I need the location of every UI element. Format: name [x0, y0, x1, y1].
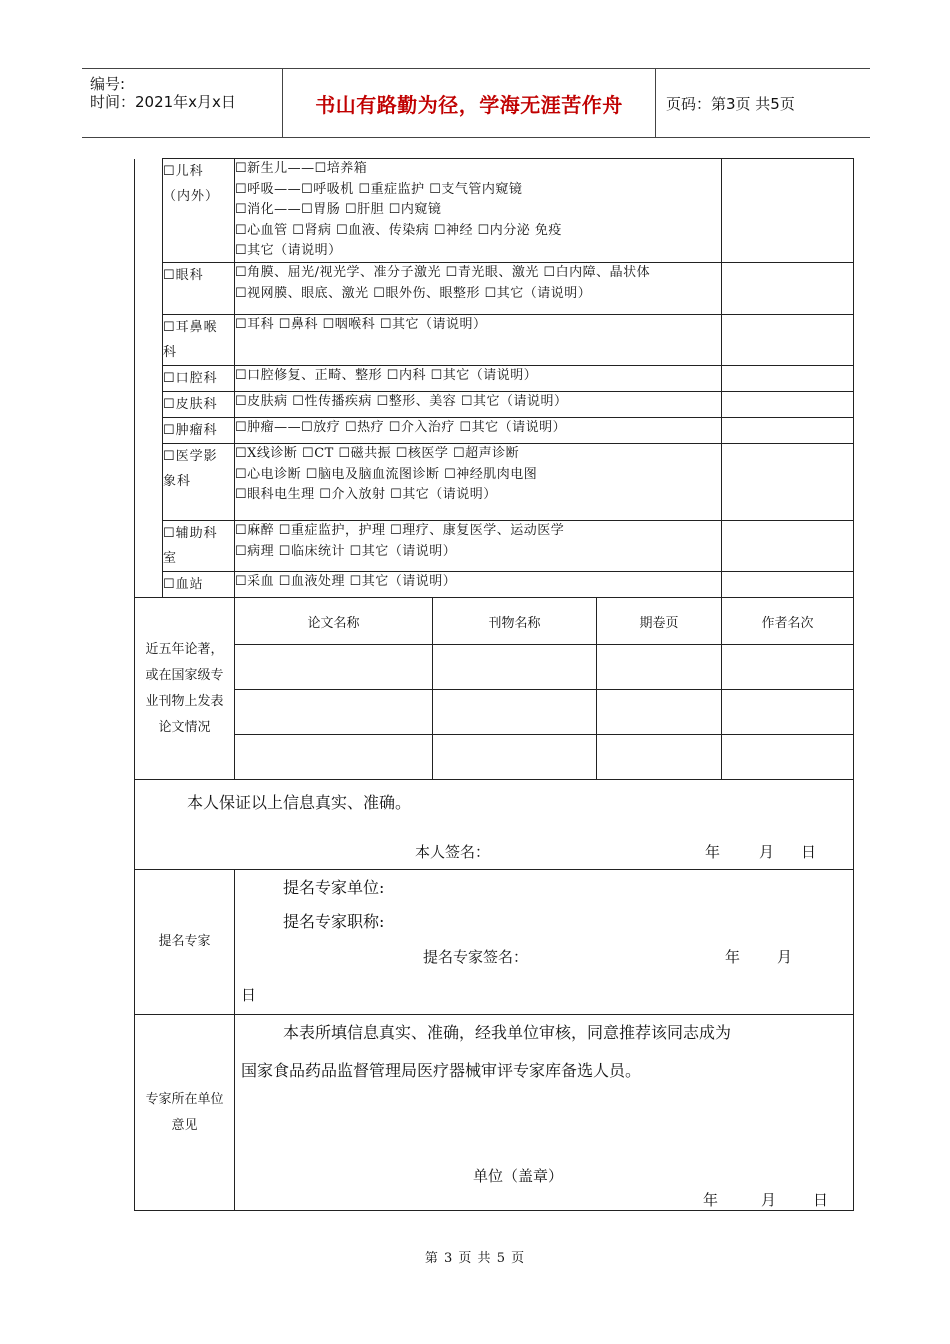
paper-cell[interactable] — [597, 690, 722, 735]
unit-opinion-row — [135, 1015, 854, 1211]
nominator-cell — [235, 870, 854, 1015]
department-option-line[interactable]: ☐口腔修复、正畸、整形 ☐内科 ☐其它（请说明） — [235, 368, 538, 383]
department-options — [235, 392, 722, 418]
nominator-label: 提名专家 — [135, 870, 235, 1015]
department-indent-cell — [135, 572, 163, 598]
department-name[interactable]: ☐耳鼻喉 科 — [163, 315, 235, 366]
department-row — [135, 366, 854, 392]
department-option-line[interactable]: ☐肿瘤——☐放疗 ☐热疗 ☐介入治疗 ☐其它（请说明） — [235, 420, 567, 435]
department-indent-cell — [135, 263, 163, 315]
department-name[interactable]: ☐口腔科 — [163, 366, 235, 392]
unit-seal-label: 单位（盖章） — [473, 1167, 564, 1185]
department-indent-cell — [135, 315, 163, 366]
department-name[interactable]: ☐医学影 象科 — [163, 444, 235, 521]
department-name[interactable]: ☐眼科 — [163, 263, 235, 315]
department-indent-cell — [135, 392, 163, 418]
papers-row — [135, 645, 854, 690]
department-option-line[interactable]: ☐采血 ☐血液处理 ☐其它（请说明） — [235, 574, 457, 589]
expert-form-table — [134, 158, 854, 1211]
header-meta — [82, 69, 283, 137]
department-name[interactable]: ☐辅助科 室 — [163, 521, 235, 572]
department-remark-cell[interactable] — [722, 521, 854, 572]
paper-cell[interactable] — [433, 735, 597, 780]
department-remark-cell[interactable] — [722, 366, 854, 392]
department-option-line[interactable]: ☐病理 ☐临床统计 ☐其它（请说明） — [235, 543, 457, 559]
unit-opinion-section — [135, 1015, 854, 1211]
paper-cell[interactable] — [597, 735, 722, 780]
page-footer: 第 3 页 共 5 页 — [424, 1251, 526, 1266]
department-option-line[interactable]: ☐麻醉 ☐重症监护，护理 ☐理疗、康复医学、运动医学 — [235, 523, 565, 538]
nominator-sign-month: 月 — [777, 948, 793, 966]
department-option-line[interactable]: ☐新生儿——☐培养箱 — [235, 161, 368, 176]
department-indent-cell — [135, 444, 163, 521]
department-remark-cell[interactable] — [722, 315, 854, 366]
department-remark-cell[interactable] — [722, 444, 854, 521]
unit-opinion-line1: 本表所填信息真实、准确，经我单位审核，同意推荐该同志成为 — [283, 1023, 732, 1042]
nominator-row — [135, 870, 854, 1015]
department-options — [235, 263, 722, 315]
declaration-row — [135, 780, 854, 870]
paper-cell[interactable] — [235, 690, 433, 735]
department-options — [235, 159, 722, 263]
department-option-line[interactable]: ☐视网膜、眼底、激光 ☐眼外伤、眼整形 ☐其它（请说明） — [235, 285, 592, 301]
nominator-sign-day: 日 — [241, 986, 257, 1004]
department-row — [135, 263, 854, 315]
col-journal: 刊物名称 — [433, 598, 597, 645]
nominator-sign-year: 年 — [725, 948, 741, 966]
unit-sign-month: 月 — [761, 1191, 777, 1209]
department-remark-cell[interactable] — [722, 418, 854, 444]
department-remark-cell[interactable] — [722, 392, 854, 418]
department-option-line[interactable]: ☐耳科 ☐鼻科 ☐咽喉科 ☐其它（请说明） — [235, 317, 487, 332]
department-option-line[interactable]: ☐心血管 ☐肾病 ☐血液、传染病 ☐神经 ☐内分泌 免疫 — [235, 222, 562, 238]
unit-opinion-label: 专家所在单位意见 — [135, 1015, 235, 1211]
department-row — [135, 315, 854, 366]
doc-code: 编号: — [90, 75, 126, 93]
department-remark-cell[interactable] — [722, 572, 854, 598]
department-name[interactable]: ☐肿瘤科 — [163, 418, 235, 444]
department-options — [235, 418, 722, 444]
department-row — [135, 521, 854, 572]
header-page-cell — [656, 69, 870, 137]
header-motto-cell — [283, 69, 656, 137]
department-indent-cell — [135, 418, 163, 444]
department-options — [235, 521, 722, 572]
papers-label: 近五年论著，或在国家级专业刊物上发表论文情况 — [135, 598, 235, 780]
nominator-title: 提名专家职称: — [283, 912, 385, 931]
papers-header-row — [135, 598, 854, 645]
paper-cell[interactable] — [235, 735, 433, 780]
department-name[interactable]: ☐血站 — [163, 572, 235, 598]
department-options — [235, 572, 722, 598]
department-option-line[interactable]: ☐眼科电生理 ☐介入放射 ☐其它（请说明） — [235, 487, 497, 502]
department-option-line[interactable]: ☐其它（请说明） — [235, 243, 342, 258]
paper-cell[interactable] — [597, 645, 722, 690]
papers-row — [135, 690, 854, 735]
unit-opinion-cell — [235, 1015, 854, 1211]
header-motto: 书山有路勤为径，学海无涯苦作舟 — [315, 92, 623, 117]
page-header — [82, 68, 870, 138]
nominator-sign-label: 提名专家签名： — [423, 948, 529, 966]
papers-row — [135, 735, 854, 780]
paper-cell[interactable] — [722, 690, 854, 735]
self-sign-year: 年 — [705, 843, 721, 861]
paper-cell[interactable] — [235, 645, 433, 690]
department-option-line[interactable]: ☐皮肤病 ☐性传播疾病 ☐整形、美容 ☐其它（请说明） — [235, 394, 568, 409]
declaration-cell — [135, 780, 854, 870]
unit-opinion-line2: 国家食品药品监督管理局医疗器械审评专家库备选人员。 — [241, 1061, 642, 1080]
department-option-line[interactable]: ☐心电诊断 ☐脑电及脑血流图诊断 ☐神经肌肉电图 — [235, 466, 538, 482]
department-name[interactable]: ☐皮肤科 — [163, 392, 235, 418]
department-option-line[interactable]: ☐消化——☐胃肠 ☐肝胆 ☐内窥镜 — [235, 202, 442, 217]
header-page-info: 页码：第3页 共5页 — [666, 94, 795, 113]
department-option-line[interactable]: ☐呼吸——☐呼吸机 ☐重症监护 ☐支气管内窥镜 — [235, 181, 523, 197]
nominator-unit: 提名专家单位: — [283, 878, 385, 897]
paper-cell[interactable] — [722, 735, 854, 780]
self-sign-month: 月 — [759, 843, 775, 861]
declaration-section — [135, 780, 854, 870]
col-paper-title: 论文名称 — [235, 598, 433, 645]
self-sign-day: 日 — [801, 843, 817, 861]
department-row — [135, 418, 854, 444]
paper-cell[interactable] — [433, 690, 597, 735]
nominator-section — [135, 870, 854, 1015]
unit-sign-year: 年 — [703, 1191, 719, 1209]
col-volume-pages: 期卷页 — [597, 598, 722, 645]
department-options — [235, 366, 722, 392]
department-option-line[interactable]: ☐X线诊断 ☐CT ☐磁共振 ☐核医学 ☐超声诊断 — [235, 446, 520, 461]
department-options — [235, 315, 722, 366]
department-option-line[interactable]: ☐角膜、屈光/视光学、准分子激光 ☐青光眼、激光 ☐白内障、晶状体 — [235, 265, 651, 280]
declaration-text: 本人保证以上信息真实、准确。 — [187, 793, 412, 812]
department-name[interactable]: ☐儿科 （内外） — [163, 159, 235, 263]
department-indent-cell — [135, 521, 163, 572]
department-row — [135, 572, 854, 598]
doc-time: 时间：2021年x月x日 — [90, 93, 236, 111]
department-remark-cell[interactable] — [722, 159, 854, 263]
department-remark-cell[interactable] — [722, 263, 854, 315]
department-indent-cell — [135, 366, 163, 392]
department-row — [135, 444, 854, 521]
department-row — [135, 159, 854, 263]
department-indent-cell — [135, 159, 163, 263]
unit-sign-day: 日 — [813, 1191, 829, 1209]
papers-section — [135, 598, 854, 780]
department-options — [235, 444, 722, 521]
paper-cell[interactable] — [433, 645, 597, 690]
department-row — [135, 392, 854, 418]
col-author-rank: 作者名次 — [722, 598, 854, 645]
department-rows — [135, 159, 854, 598]
self-sign-label: 本人签名： — [415, 843, 491, 861]
paper-cell[interactable] — [722, 645, 854, 690]
